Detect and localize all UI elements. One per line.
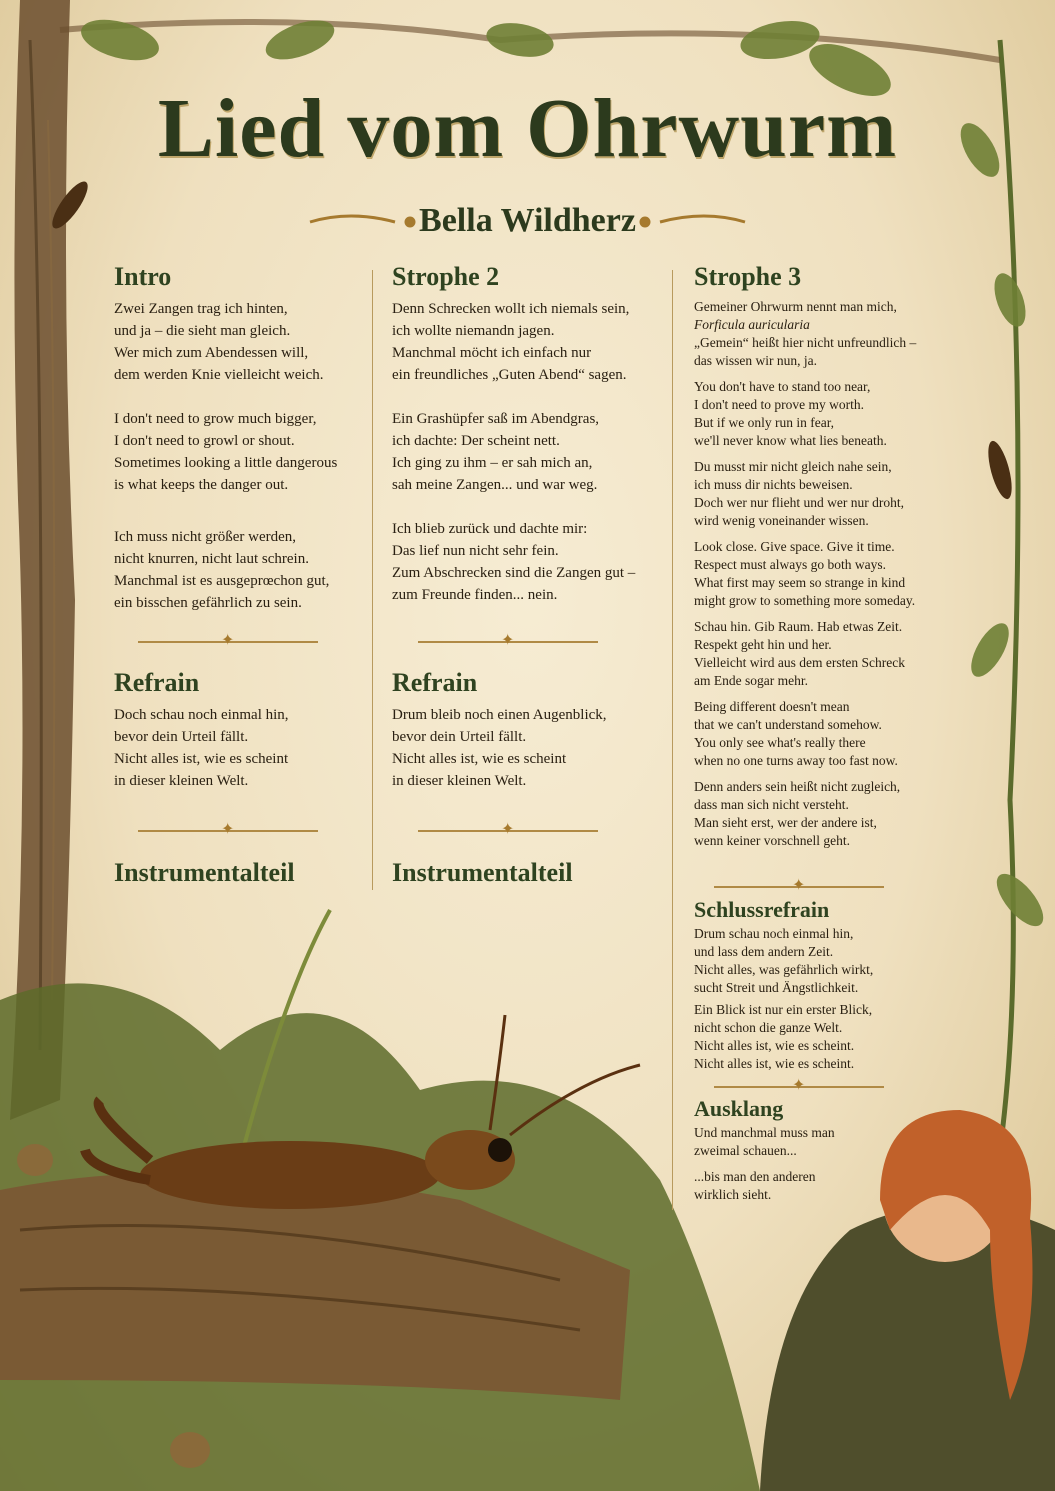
outro-section: [694, 1096, 964, 1204]
divider-ornament-icon: ✦: [792, 1077, 806, 1094]
verse-line: Nicht alles, was gefährlich wirkt,: [694, 962, 874, 977]
instrumental-heading: Instrumentalteil: [392, 858, 573, 887]
verse-line: Zwei Zangen trag ich hinten,: [114, 301, 288, 317]
instrumental-section-2: [392, 858, 662, 894]
verse-line: und ja – die sieht man gleich.: [114, 323, 291, 339]
verse-line: Ein Blick ist nur ein erster Blick,: [694, 1002, 873, 1017]
divider-ornament-icon: ✦: [221, 632, 235, 649]
verse-line: ich wollte niemandn jagen.: [392, 323, 555, 339]
final-refrain-heading: Schlussrefrain: [694, 897, 830, 922]
verse-line: nicht knurren, nicht laut schrein.: [114, 551, 309, 567]
column-divider: [672, 270, 673, 1210]
verse-line: bevor dein Urteil fällt.: [114, 729, 249, 745]
verse-line: Ein Grashüpfer saß im Abendgras,: [392, 411, 600, 427]
verse-line: in dieser kleinen Welt.: [392, 773, 527, 789]
verse-line: I don't need to grow much bigger,: [114, 411, 317, 427]
refrain-section-2: [392, 668, 662, 792]
verse-line: zweimal schauen...: [694, 1143, 797, 1158]
verse-line: when no one turns away too fast now.: [694, 753, 898, 768]
verse-line: Zum Abschrecken sind die Zangen gut –: [392, 565, 636, 581]
final-refrain-section: [694, 897, 964, 1073]
verse-line: wirklich sieht.: [694, 1187, 772, 1202]
verse-line: Gemeiner Ohrwurm nennt man mich,: [694, 299, 897, 314]
verse-line: Being different doesn't mean: [694, 699, 850, 714]
author-name: Bella Wildherz: [419, 202, 636, 239]
verse-line: wird wenig voneinander wissen.: [694, 513, 869, 528]
verse-line: dass man sich nicht versteht.: [694, 797, 849, 812]
verse-line: Nicht alles ist, wie es scheint.: [694, 1056, 855, 1071]
verse-line: Doch wer nur flieht und wer nur droht,: [694, 495, 904, 510]
verse-line: Respect must always go both ways.: [694, 557, 886, 572]
verse-line: nicht schon die ganze Welt.: [694, 1020, 843, 1035]
verse-line: Vielleicht wird aus dem ersten Schreck: [694, 655, 905, 670]
verse-line: we'll never know what lies beneath.: [694, 433, 887, 448]
verse-line: Ich muss nicht größer werden,: [114, 529, 297, 545]
strophe-3-heading: Strophe 3: [694, 262, 802, 291]
refrain-heading: Refrain: [114, 668, 200, 697]
verse-line: Du musst mir nicht gleich nahe sein,: [694, 459, 892, 474]
verse-line: Nicht alles ist, wie es scheint: [114, 751, 289, 767]
species-name: Forficula auricularia: [694, 317, 810, 332]
column-divider: [372, 270, 373, 890]
instrumental-heading: Instrumentalteil: [114, 858, 295, 887]
verse-line: I don't need to growl or shout.: [114, 433, 295, 449]
verse-line: that we can't understand somehow.: [694, 717, 882, 732]
verse-line: am Ende sogar mehr.: [694, 673, 808, 688]
verse-line: ein bisschen gefährlich zu sein.: [114, 595, 302, 611]
verse-line: Drum bleib noch einen Augenblick,: [392, 707, 607, 723]
verse-line: „Gemein“ heißt hier nicht unfreundlich –: [694, 335, 917, 350]
divider-ornament-icon: ✦: [501, 821, 515, 838]
intro-heading: Intro: [114, 262, 172, 291]
verse-line: What first may seem so strange in kind: [694, 575, 906, 590]
divider-ornament-icon: ✦: [221, 821, 235, 838]
instrumental-section-1: [114, 858, 354, 894]
verse-line: in dieser kleinen Welt.: [114, 773, 249, 789]
column-1: [114, 262, 354, 614]
verse-line: bevor dein Urteil fällt.: [392, 729, 527, 745]
refrain-section-1: [114, 668, 354, 792]
column-2: [392, 262, 662, 606]
verse-line: Sometimes looking a little dangerous: [114, 455, 338, 471]
verse-line: Look close. Give space. Give it time.: [694, 539, 895, 554]
verse-line: Ich blieb zurück und dachte mir:: [392, 521, 588, 537]
verse-line: zum Freunde finden... nein.: [392, 587, 558, 603]
divider-ornament-icon: ✦: [792, 877, 806, 894]
verse-line: wenn keiner vorschnell geht.: [694, 833, 850, 848]
verse-line: You only see what's really there: [694, 735, 866, 750]
verse-line: might grow to something more someday.: [694, 593, 916, 608]
verse-line: But if we only run in fear,: [694, 415, 835, 430]
verse-line: Doch schau noch einmal hin,: [114, 707, 289, 723]
verse-line: You don't have to stand too near,: [694, 379, 871, 394]
verse-line: ...bis man den anderen: [694, 1169, 816, 1184]
verse-line: Denn anders sein heißt nicht zugleich,: [694, 779, 901, 794]
strophe-2-heading: Strophe 2: [392, 262, 500, 291]
verse-line: Nicht alles ist, wie es scheint.: [694, 1038, 855, 1053]
verse-line: Und manchmal muss man: [694, 1125, 835, 1140]
divider-ornament-icon: ✦: [501, 632, 515, 649]
verse-line: Manchmal möcht ich einfach nur: [392, 345, 592, 361]
verse-line: ich dachte: Der scheint nett.: [392, 433, 560, 449]
verse-line: Das lief nun nicht sehr fein.: [392, 543, 559, 559]
verse-line: und lass dem andern Zeit.: [694, 944, 834, 959]
verse-line: Wer mich zum Abendessen will,: [114, 345, 309, 361]
verse-line: Nicht alles ist, wie es scheint: [392, 751, 567, 767]
outro-heading: Ausklang: [694, 1096, 784, 1121]
verse-line: is what keeps the danger out.: [114, 477, 289, 493]
verse-line: das wissen wir nun, ja.: [694, 353, 817, 368]
refrain-heading: Refrain: [392, 668, 478, 697]
verse-line: ein freundliches „Guten Abend“ sagen.: [392, 367, 627, 383]
verse-line: Man sieht erst, wer der andere ist,: [694, 815, 877, 830]
verse-line: Manchmal ist es ausgeprœchon gut,: [114, 573, 330, 589]
verse-line: Drum schau noch einmal hin,: [694, 926, 854, 941]
verse-line: Ich ging zu ihm – er sah mich an,: [392, 455, 593, 471]
page-title: Lied vom Ohrwurm: [157, 82, 898, 175]
verse-line: Respekt geht hin und her.: [694, 637, 832, 652]
verse-line: Denn Schrecken wollt ich niemals sein,: [392, 301, 630, 317]
verse-line: sah meine Zangen... und war weg.: [392, 477, 598, 493]
verse-line: I don't need to prove my worth.: [694, 397, 865, 412]
verse-line: ich muss dir nichts beweisen.: [694, 477, 853, 492]
verse-line: sucht Streit und Ängstlichkeit.: [694, 980, 859, 995]
verse-line: dem werden Knie vielleicht weich.: [114, 367, 324, 383]
column-3: [694, 262, 964, 850]
verse-line: Schau hin. Gib Raum. Hab etwas Zeit.: [694, 619, 903, 634]
